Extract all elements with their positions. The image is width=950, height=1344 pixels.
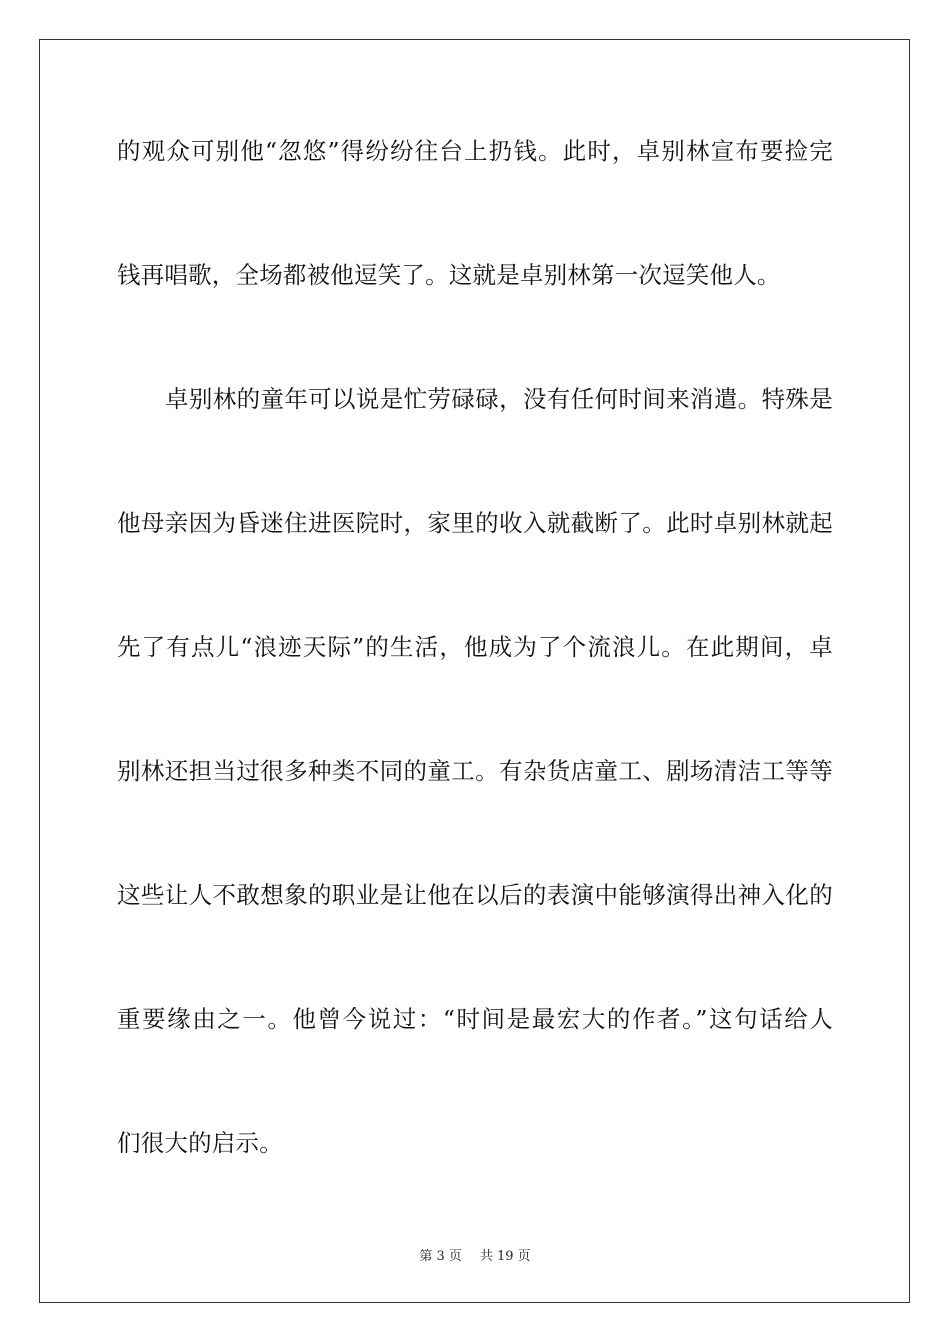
total-pages: 共 19 页 bbox=[479, 1249, 531, 1264]
text-line-4: 他母亲因为昏迷住进医院时，家里的收入就截断了。此时卓别林就起 bbox=[117, 509, 833, 537]
page-footer bbox=[0, 1248, 950, 1266]
page-number: 第 3 页 bbox=[419, 1249, 462, 1264]
text-line-3-paragraph-start: 卓别林的童年可以说是忙劳碌碌，没有任何时间来消遣。特殊是 bbox=[165, 385, 833, 413]
page-border bbox=[39, 39, 910, 1303]
text-line-1: 的观众可别他“忽悠”得纷纷往台上扔钱。此时，卓别林宣布要捡完 bbox=[117, 137, 833, 165]
text-line-9: 们很大的启示。 bbox=[117, 1129, 283, 1157]
text-line-5: 先了有点儿“浪迹天际”的生活，他成为了个流浪儿。在此期间，卓 bbox=[117, 633, 833, 661]
text-line-8: 重要缘由之一。他曾今说过：“时间是最宏大的作者。”这句话给人 bbox=[117, 1005, 833, 1033]
text-line-2: 钱再唱歌，全场都被他逗笑了。这就是卓别林第一次逗笑他人。 bbox=[117, 261, 781, 289]
text-line-6: 别林还担当过很多种类不同的童工。有杂货店童工、剧场清洁工等等 bbox=[117, 757, 833, 785]
text-line-7: 这些让人不敢想象的职业是让他在以后的表演中能够演得出神入化的 bbox=[117, 881, 833, 909]
